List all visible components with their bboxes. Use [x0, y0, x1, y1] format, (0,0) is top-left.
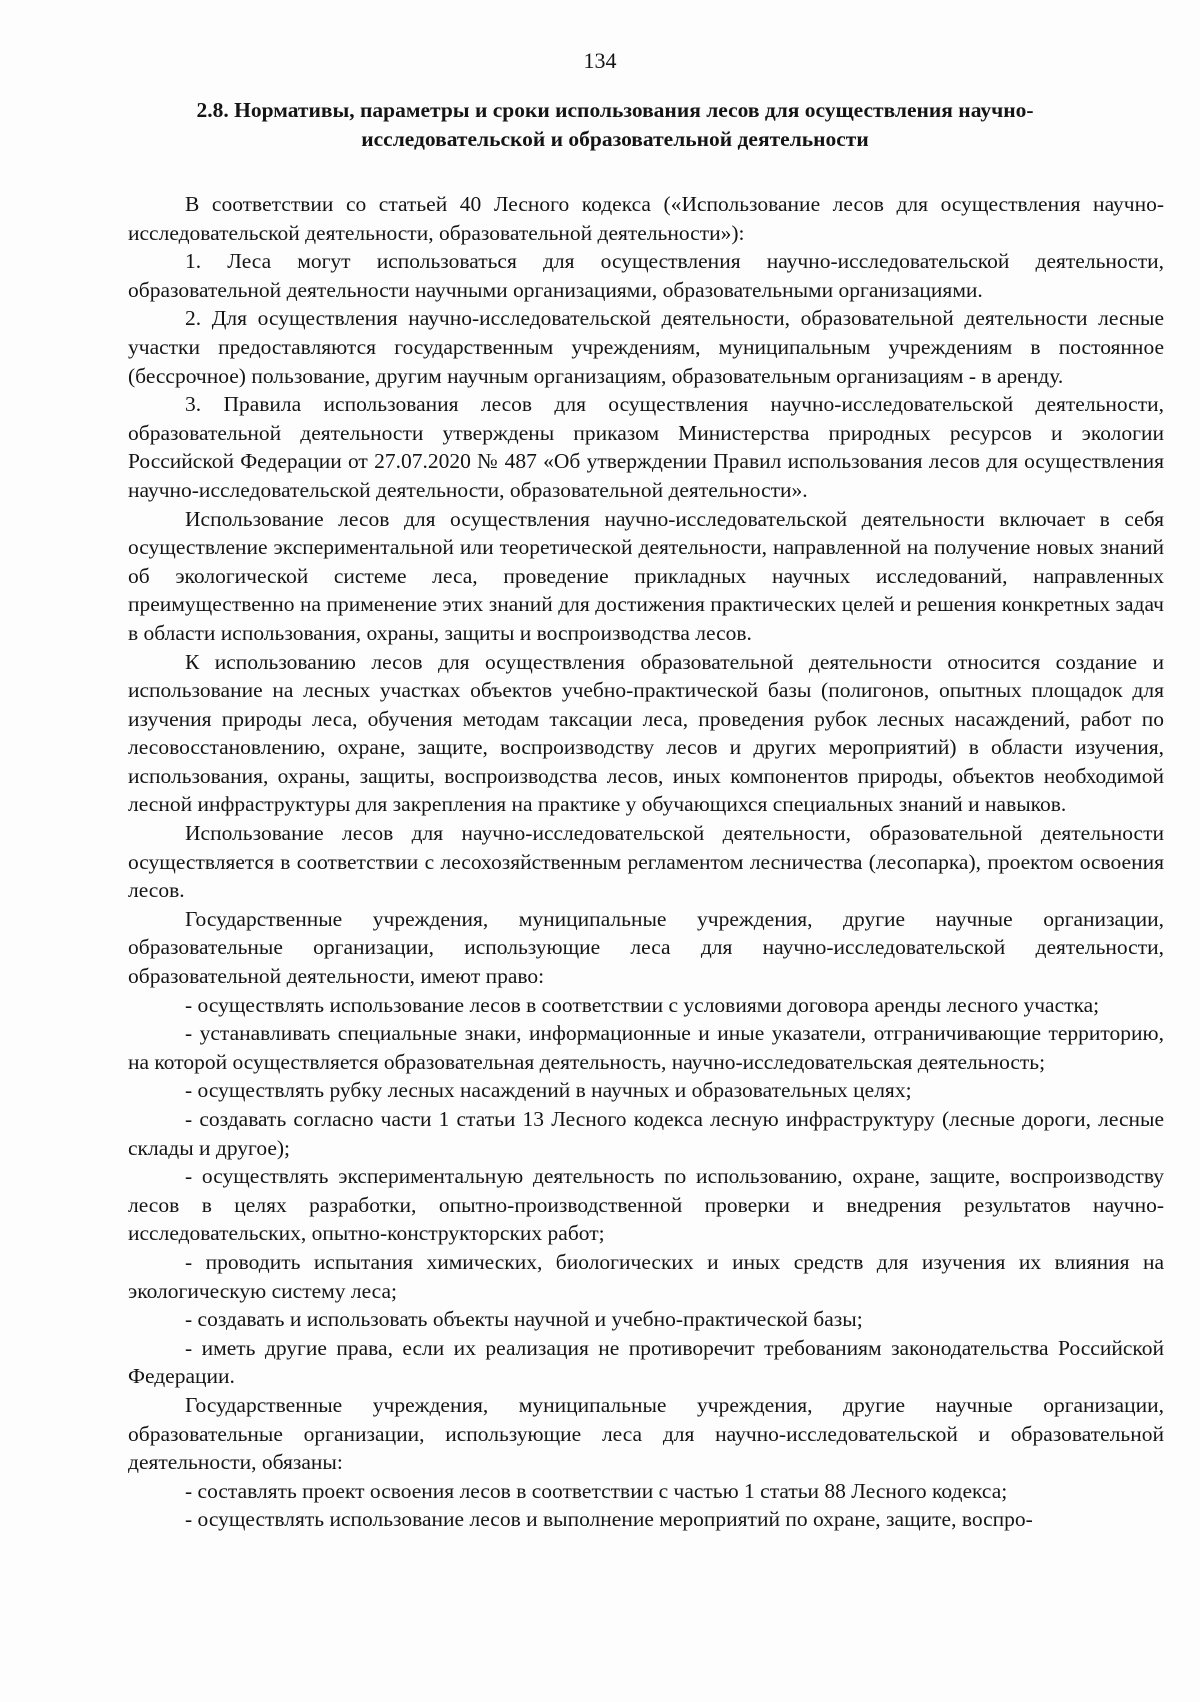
paragraph-education-use: К использованию лесов для осуществления образовательной деятельности относится создание и использование на лесных участках объектов учебно-практической базы (полигонов, опытных площадок для изучения природы леса, обучения методам таксации леса, проведения рубок лесных насаждений, работ по лесовосстановлению, охране, защите, воспроизводству лесов и других мероприятий) в области изучения, использования, охраны, защиты, воспроизводства лесов, иных компонентов природы, объектов необходимой лесной инфраструктуры для закрепления на практике у обучающихся специальных знаний и навыков.	[128, 649, 1164, 817]
paragraph-obligations-intro: Государственные учреждения, муниципальные учреждения, другие научные организации, образовательные организации, использующие леса для научно-исследовательской и образовательной деятельности, обязаны:	[128, 1392, 1164, 1475]
list-item-right: - осуществлять использование лесов в соответствии с условиями договора аренды лесного участка;	[185, 992, 1100, 1017]
section-heading-line-2: исследовательской и образовательной деятельности	[361, 127, 869, 151]
section-heading	[150, 96, 1080, 154]
paragraph-rights-intro: Государственные учреждения, муниципальные учреждения, другие научные организации, образовательные организации, использующие леса для научно-исследовательской деятельности, образовательной деятельности, имеют право:	[128, 906, 1164, 989]
paragraph-regulation: Использование лесов для научно-исследовательской деятельности, образовательной деятельности осуществляется в соответствии с лесохозяйственным регламентом лесничества (лесопарка), проектом освоения лесов.	[128, 821, 1164, 903]
paragraph-item-3: 3. Правила использования лесов для осуществления научно-исследовательской деятельности, образовательной деятельности утверждены приказом Министерства природных ресурсов и экологии Российской Федерации от 27.07.2020 № 487 «Об утверждении Правил использования лесов для осуществления научно-исследовательской деятельности, образовательной деятельности».	[128, 392, 1164, 502]
list-item-obligation: - осуществлять использование лесов и выполнение мероприятий по охране, защите, воспро-	[185, 1507, 1033, 1532]
section-heading-line-1: 2.8. Нормативы, параметры и сроки использования лесов для осуществления научно-	[196, 98, 1034, 122]
document-body	[128, 190, 1164, 1534]
paragraph-research-use: Использование лесов для осуществления научно-исследовательской деятельности включает в себя осуществление экспериментальной или теоретической деятельности, направленной на получение новых знаний об экологической системе леса, проведение прикладных научных исследований, направленных преимущественно на применение этих знаний для достижения практических целей и решения конкретных задач в области использования, охраны, защиты и воспроизводства лесов.	[128, 506, 1164, 645]
paragraph-item-2: 2. Для осуществления научно-исследовательской деятельности, образовательной деятельности лесные участки предоставляются государственным учреждениям, муниципальным учреждениям в постоянное (бессрочное) пользование, другим научным организациям, образовательным организациям - в аренду.	[128, 306, 1164, 388]
list-item-obligation: - составлять проект освоения лесов в соответствии с частью 1 статьи 88 Лесного кодекса;	[185, 1478, 1008, 1503]
list-item-right: - устанавливать специальные знаки, информационные и иные указатели, отграничивающие территорию, на которой осуществляется образовательная деятельность, научно-исследовательская деятельность;	[128, 1021, 1164, 1074]
list-item-right: - осуществлять экспериментальную деятельность по использованию, охране, защите, воспроизводству лесов в целях разработки, опытно-производственной проверки и внедрения результатов научно-исследовательских, опытно-конструкторских работ;	[128, 1164, 1164, 1246]
list-item-right: - создавать и использовать объекты научной и учебно-практической базы;	[185, 1307, 863, 1332]
list-item-right: - осуществлять рубку лесных насаждений в научных и образовательных целях;	[185, 1078, 912, 1103]
list-item-right: - проводить испытания химических, биологических и иных средств для изучения их влияния на экологическую систему леса;	[128, 1249, 1164, 1303]
paragraph-intro: В соответствии со статьей 40 Лесного кодекса («Использование лесов для осуществления научно-исследовательской деятельности, образовательной деятельности»):	[128, 192, 1164, 245]
paragraph-item-1: 1. Леса могут использоваться для осуществления научно-исследовательской деятельности, образовательной деятельности научными организациями, образовательными организациями.	[128, 249, 1164, 302]
list-item-right: - создавать согласно части 1 статьи 13 Лесного кодекса лесную инфраструктуру (лесные дороги, лесные склады и другое);	[128, 1107, 1164, 1160]
list-item-right: - иметь другие права, если их реализация не противоречит требованиям законодательства Российской Федерации.	[128, 1335, 1164, 1389]
page-number: 134	[583, 48, 617, 73]
